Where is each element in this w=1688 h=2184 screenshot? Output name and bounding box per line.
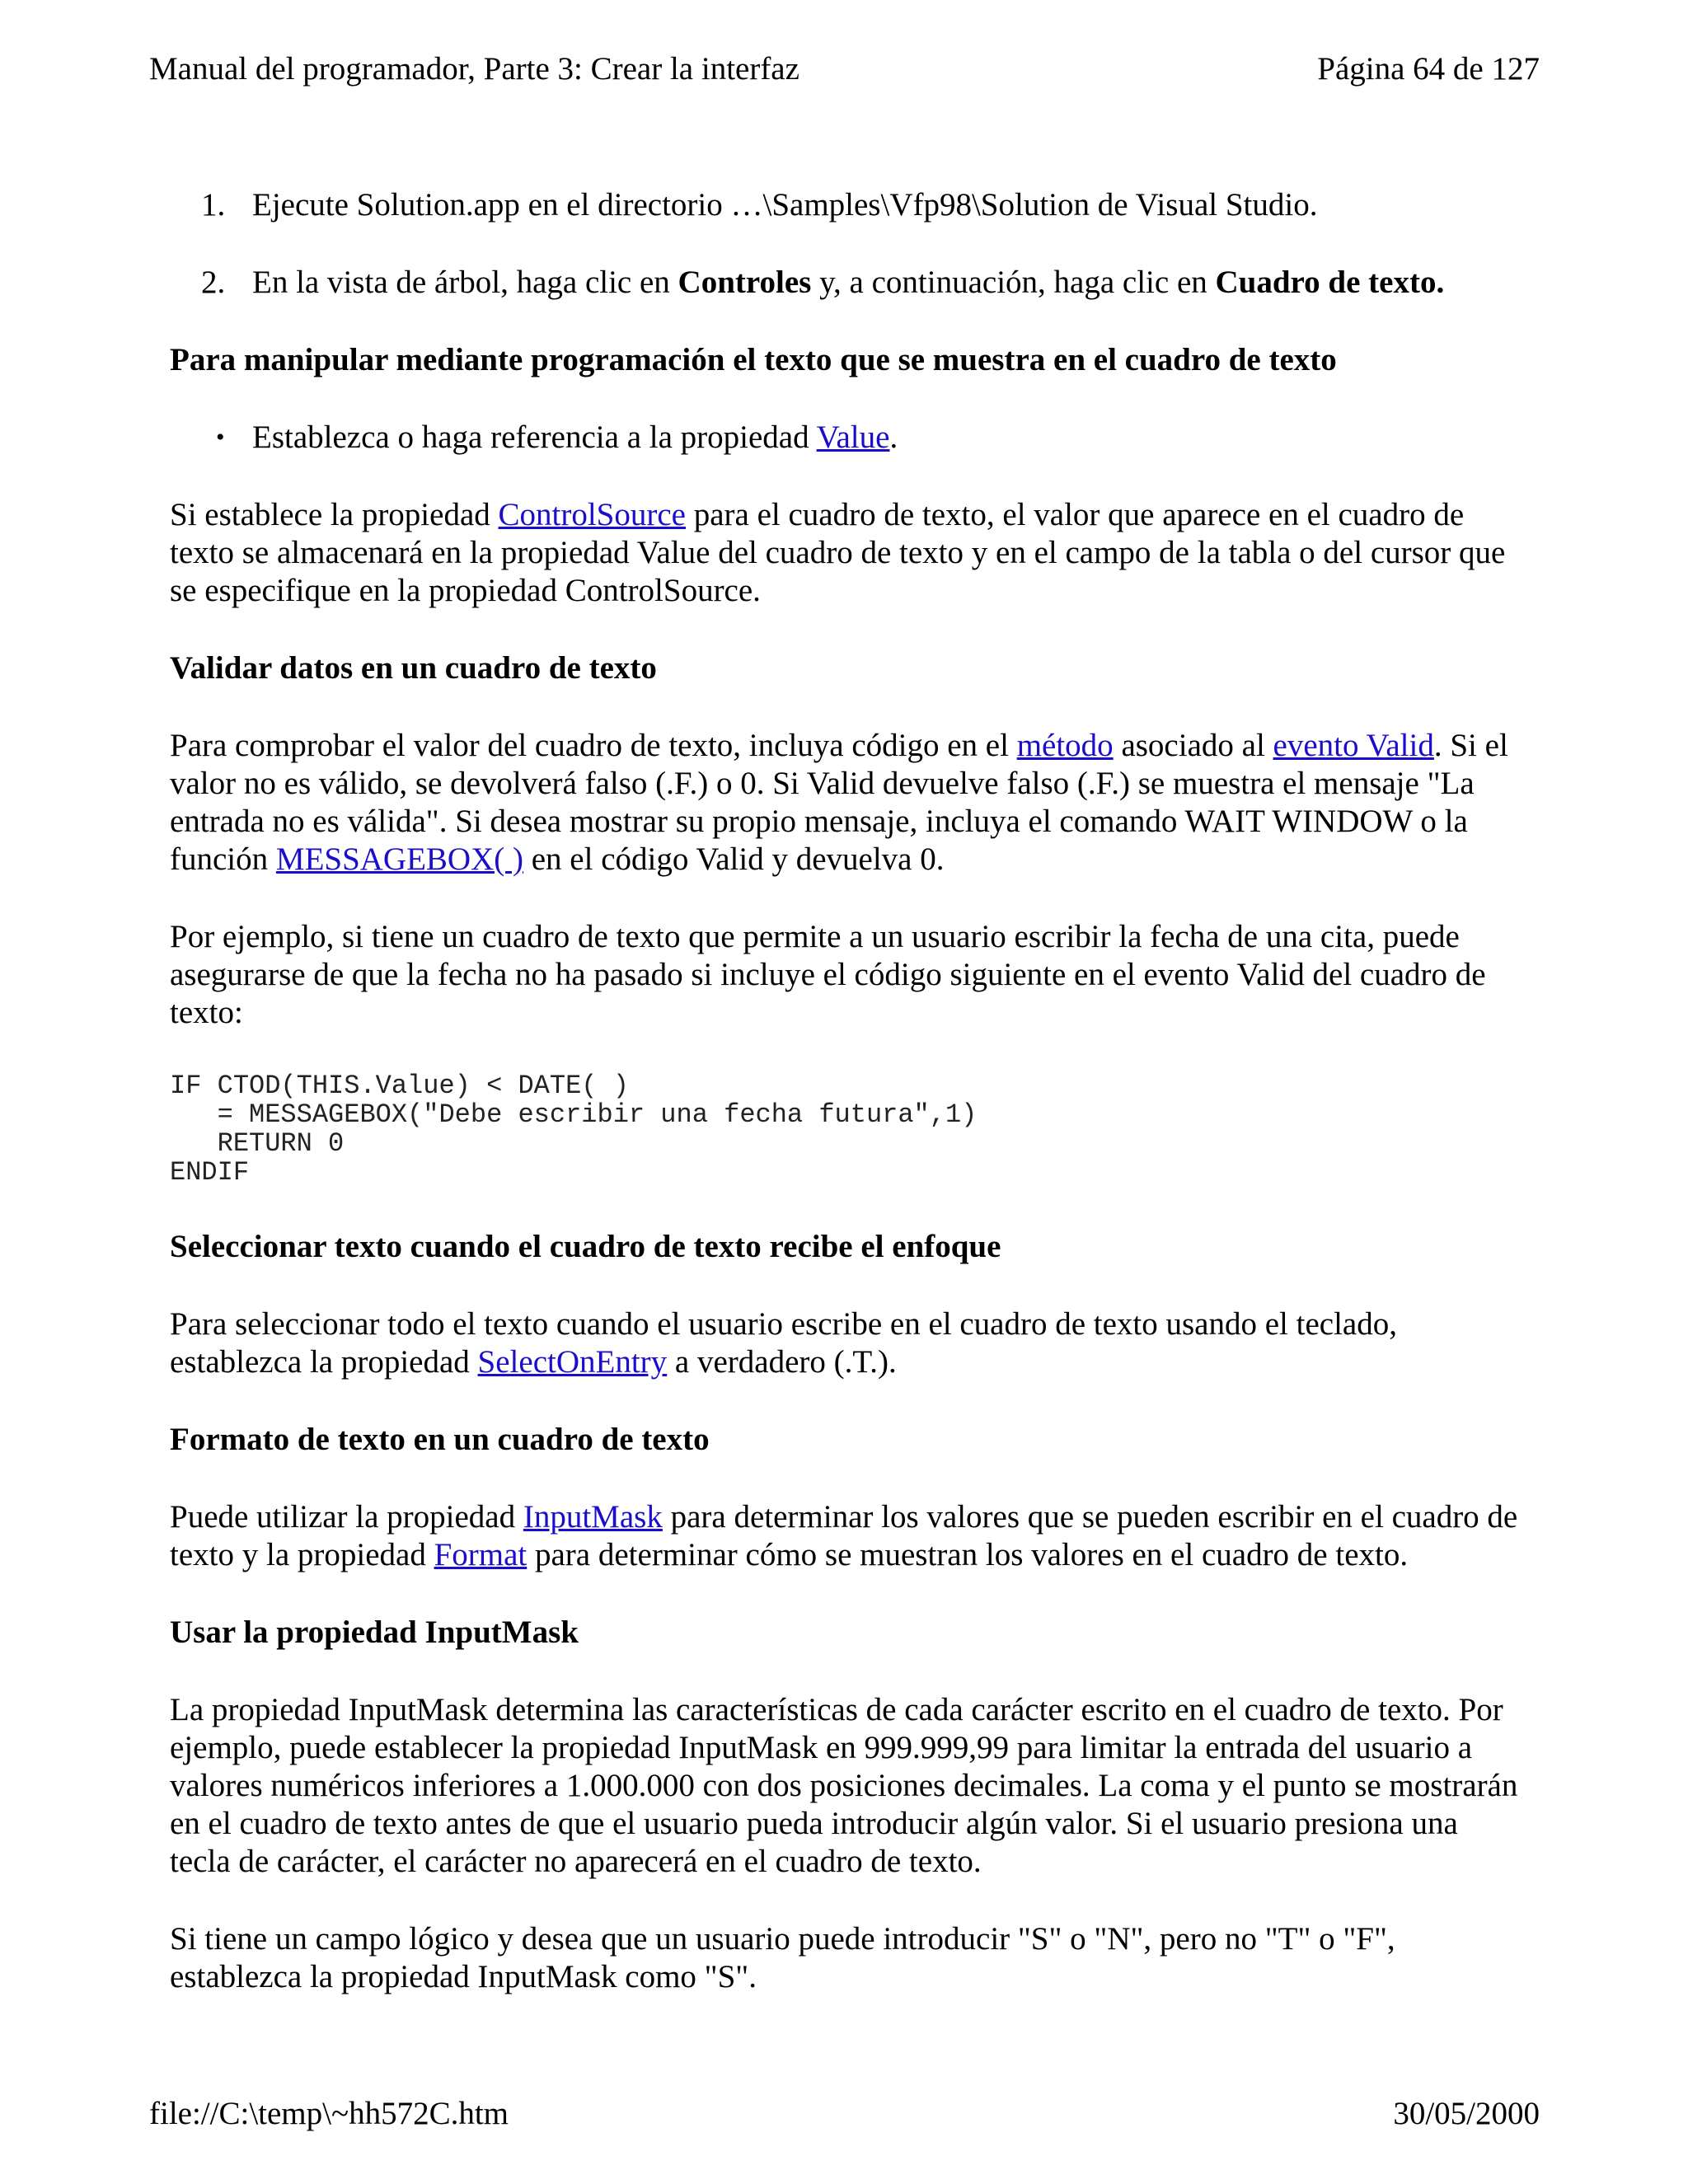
bullet-icon: • [216,424,225,451]
step-item [170,186,1522,224]
section-heading-inputmask: Usar la propiedad InputMask [170,1615,579,1650]
link-messagebox[interactable]: MESSAGEBOX( ) [275,841,523,877]
text-run: en el código Valid y devuelva 0. [523,841,945,877]
text-run: Para comprobar el valor del cuadro de texto, incluya código en el [170,728,1017,763]
text-run: a verdadero (.T.). [667,1344,897,1380]
step-item [170,264,1522,302]
bullet-text-end: . [889,419,898,455]
text-run: para el cuadro de texto, el valor que aparece en el cuadro de texto se almacenará en la propiedad Value del cuadro de texto y en el campo de la tabla o del cursor que se especifique en la propiedad ControlSource. [170,497,1506,608]
text-run: para determinar los valores que se pueden escribir en el cuadro de texto y la propiedad [170,1499,1518,1572]
page-number: Página 64 de 127 [1317,51,1540,87]
code-block: IF CTOD(THIS.Value) < DATE( ) = MESSAGEBOX("Debe escribir una fecha futura",1) RETURN 0 ENDIF [170,1071,978,1188]
link-value[interactable]: Value [816,419,890,455]
link-evento-valid[interactable]: evento Valid [1273,728,1434,763]
paragraph-controlsource [170,496,1522,610]
paragraph-ejemplo: Por ejemplo, si tiene un cuadro de texto que permite a un usuario escribir la fecha de una cita, puede asegurarse de que la fecha no ha pasado si incluye el código siguiente en el evento Valid del cuadro de texto: [170,919,1486,1030]
page-header-title: Manual del programador, Parte 3: Crear la interfaz [149,51,799,87]
step-bold-controles: Controles [678,265,812,300]
bullet-item [170,419,1522,457]
section-heading-manipular: Para manipular mediante programación el texto que se muestra en el cuadro de texto [170,342,1337,377]
link-format[interactable]: Format [434,1537,528,1572]
footer-file-path: file://C:\temp\~hh572C.htm [149,2096,509,2131]
paragraph-validar [170,727,1522,879]
link-controlsource[interactable]: ControlSource [498,497,686,532]
paragraph-seleccionar [170,1305,1522,1381]
paragraph-formato [170,1498,1522,1574]
bullet-text: Establezca o haga referencia a la propiedad [252,419,817,455]
text-run: asociado al [1113,728,1273,763]
section-heading-validar: Validar datos en un cuadro de texto [170,650,657,686]
text-run: para determinar cómo se muestran los valores en el cuadro de texto. [527,1537,1409,1572]
document-body [170,186,1522,2036]
step-text: Ejecute Solution.app en el directorio …\Samples\Vfp98\Solution de Visual Studio. [252,187,1318,223]
step-number: 1. [201,187,226,223]
text-run: Si establece la propiedad [170,497,499,532]
text-run: Puede utilizar la propiedad [170,1499,523,1535]
text-run: . Si el valor no es válido, se devolverá falso (.F.) o 0. Si Valid devuelve falso (.F.) se muestra el mensaje "La entrada no es válida". Si desea mostrar su propio mensaje, incluya el comando WAIT WINDOW o la función [170,728,1508,877]
section-heading-formato: Formato de texto en un cuadro de texto [170,1422,710,1457]
step-text: y, a continuación, haga clic en [811,265,1216,300]
text-run: Para seleccionar todo el texto cuando el usuario escribe en el cuadro de texto usando el teclado, establezca la propiedad [170,1306,1397,1380]
steps-list [170,186,1522,302]
paragraph-inputmask: La propiedad InputMask determina las características de cada carácter escrito en el cuadro de texto. Por ejemplo, puede establecer la propiedad InputMask en 999.999,99 para limitar la entrada del usuario a valores numéricos inferiores a 1.000.000 con dos posiciones decimales. La coma y el punto se mostrarán en el cuadro de texto antes de que el usuario pueda introducir algún valor. Si el usuario presiona una tecla de carácter, el carácter no aparecerá en el cuadro de texto. [170,1692,1518,1879]
section-heading-seleccionar: Seleccionar texto cuando el cuadro de texto recibe el enfoque [170,1229,1001,1264]
link-metodo[interactable]: método [1016,728,1114,763]
paragraph-campo-logico: Si tiene un campo lógico y desea que un usuario puede introducir "S" o "N", pero no "T" o "F", establezca la propiedad InputMask como "S". [170,1921,1395,1994]
link-selectonentry[interactable]: SelectOnEntry [477,1344,668,1380]
footer-date: 30/05/2000 [1393,2096,1540,2131]
step-number: 2. [201,265,226,300]
step-bold-cuadro-texto: Cuadro de texto. [1215,265,1445,300]
link-inputmask[interactable]: InputMask [523,1499,663,1535]
step-text: En la vista de árbol, haga clic en [252,265,678,300]
